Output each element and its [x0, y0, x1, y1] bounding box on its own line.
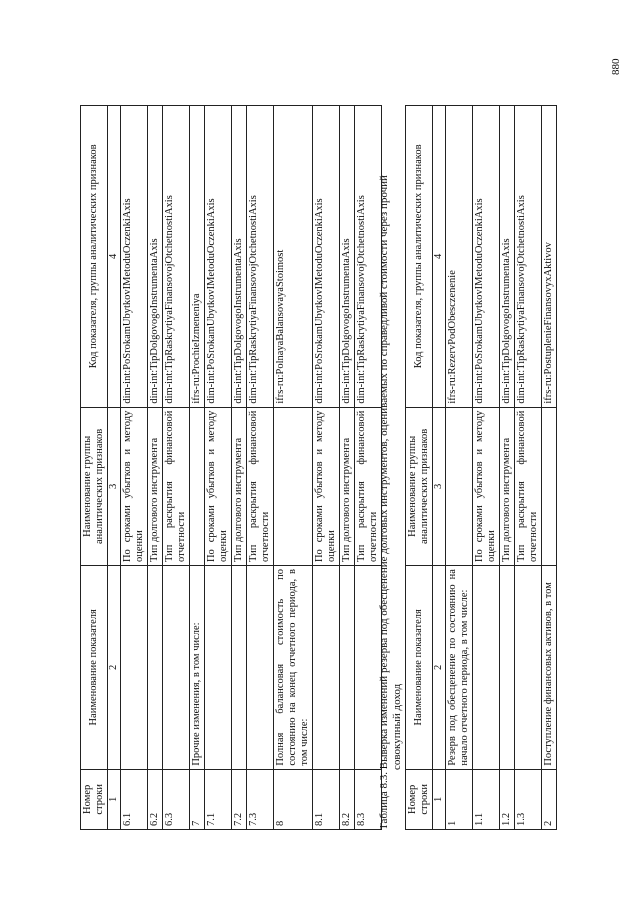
col-index: 4	[108, 106, 121, 408]
col-index: 1	[433, 769, 446, 829]
row-number: 6.3	[163, 769, 190, 829]
row-number: 8.1	[313, 769, 340, 829]
header-indicator-name: Наименование показателя	[81, 566, 108, 770]
indicator-code: ifrs-ru:PolnayaBalansovayaStoimost	[274, 106, 313, 408]
indicator-code: dim-int:TipDolgovogoInstrumentaAxis	[148, 106, 163, 408]
table-row	[515, 106, 542, 830]
group-name: Тип долгового инструмента	[500, 407, 515, 565]
row-number: 7.3	[247, 769, 274, 829]
table-row	[542, 106, 557, 830]
header-group-name: Наименование группы аналитических признаков	[406, 407, 433, 565]
table-indicators-1	[80, 105, 382, 830]
group-name: По сроками убытков и методу оценки	[121, 407, 148, 565]
col-index: 2	[108, 566, 121, 770]
group-name: По сроками убытков и методу оценки	[205, 407, 232, 565]
indicator-code: dim-int:PoSrokamUbytkovIMetoduOczenkiAxis	[313, 106, 340, 408]
indicator-code: dim-int:PoSrokamUbytkovIMetoduOczenkiAxis	[121, 106, 148, 408]
row-number: 2	[542, 769, 557, 829]
table-row	[121, 106, 148, 830]
indicator-name	[500, 566, 515, 770]
table-row	[232, 106, 247, 830]
indicator-name	[232, 566, 247, 770]
table-row	[340, 106, 355, 830]
indicator-code: dim-int:TipRaskrytiyaFinansovojOtchetnostiAxis	[515, 106, 542, 408]
caption-line-2: совокупный доход	[391, 683, 403, 770]
indicator-code: dim-int:PoSrokamUbytkovIMetoduOczenkiAxis	[473, 106, 500, 408]
col-index: 4	[433, 106, 446, 408]
col-index: 3	[108, 407, 121, 565]
table-row	[500, 106, 515, 830]
table-indicators-2	[405, 105, 557, 830]
indicator-name	[473, 566, 500, 770]
col-index: 3	[433, 407, 446, 565]
indicator-code: dim-int:TipDolgovogoInstrumentaAxis	[340, 106, 355, 408]
table-caption	[378, 105, 404, 830]
indicator-code: dim-int:TipDolgovogoInstrumentaAxis	[500, 106, 515, 408]
header-indicator-name: Наименование показателя	[406, 566, 433, 770]
indicator-name: Поступление финансовых активов, в том	[542, 566, 557, 770]
header-code: Код показателя, группы аналитических признаков	[406, 106, 433, 408]
indicator-name: Резерв под обесценение по состоянию на начало отчетного периода, в том числе:	[446, 566, 473, 770]
indicator-code: dim-int:PoSrokamUbytkovIMetoduOczenkiAxis	[205, 106, 232, 408]
group-name: Тип раскрытия финансовой отчетности	[355, 407, 382, 565]
group-name: По сроками убытков и методу оценки	[473, 407, 500, 565]
row-number: 8.3	[355, 769, 382, 829]
row-number: 1	[446, 769, 473, 829]
group-name: Тип раскрытия финансовой отчетности	[163, 407, 190, 565]
indicator-name	[313, 566, 340, 770]
indicator-name	[515, 566, 542, 770]
row-number: 1.1	[473, 769, 500, 829]
indicator-code: ifrs-ru:RezervPodObesczenenie	[446, 106, 473, 408]
col-index: 1	[108, 769, 121, 829]
row-number: 7.1	[205, 769, 232, 829]
indicator-code: dim-int:TipDolgovogoInstrumentaAxis	[232, 106, 247, 408]
table-row	[446, 106, 473, 830]
group-name	[542, 407, 557, 565]
table-row	[247, 106, 274, 830]
table-row	[190, 106, 205, 830]
table-row	[313, 106, 340, 830]
table-header-row	[406, 106, 433, 830]
indicator-name	[247, 566, 274, 770]
table-row	[148, 106, 163, 830]
group-name: Тип долгового инструмента	[148, 407, 163, 565]
row-number: 7.2	[232, 769, 247, 829]
column-index-row	[433, 106, 446, 830]
indicator-name: Прочие изменения, в том числе:	[190, 566, 205, 770]
indicator-name	[340, 566, 355, 770]
caption-line-1: Таблица 8.3. Выверка изменений резерва под обесценение долговых инструментов, оцениваемых по справедливой стоимости через прочий	[378, 175, 390, 830]
indicator-code: dim-int:TipRaskrytiyaFinansovojOtchetnostiAxis	[163, 106, 190, 408]
page-number: 880	[610, 58, 622, 75]
table-header-row	[81, 106, 108, 830]
indicator-name	[148, 566, 163, 770]
group-name: Тип раскрытия финансовой отчетности	[247, 407, 274, 565]
indicator-code: ifrs-ru:ProchieIzmeneniya	[190, 106, 205, 408]
indicator-name: Полная балансовая стоимость по состоянию на конец отчетного периода, в том числе:	[274, 566, 313, 770]
header-row-number: Номер строки	[406, 769, 433, 829]
table-row	[473, 106, 500, 830]
indicator-name	[205, 566, 232, 770]
group-name: Тип раскрытия финансовой отчетности	[515, 407, 542, 565]
indicator-code: dim-int:TipRaskrytiyaFinansovojOtchetnostiAxis	[355, 106, 382, 408]
group-name: Тип долгового инструмента	[340, 407, 355, 565]
row-number: 7	[190, 769, 205, 829]
row-number: 1.2	[500, 769, 515, 829]
indicator-code: dim-int:TipRaskrytiyaFinansovojOtchetnostiAxis	[247, 106, 274, 408]
header-code: Код показателя, группы аналитических признаков	[81, 106, 108, 408]
group-name: По сроками убытков и методу оценки	[313, 407, 340, 565]
indicator-name	[121, 566, 148, 770]
column-index-row	[108, 106, 121, 830]
row-number: 8	[274, 769, 313, 829]
group-name	[446, 407, 473, 565]
group-name: Тип долгового инструмента	[232, 407, 247, 565]
group-name	[274, 407, 313, 565]
indicator-name	[163, 566, 190, 770]
table-row	[163, 106, 190, 830]
row-number: 6.2	[148, 769, 163, 829]
col-index: 2	[433, 566, 446, 770]
indicator-code: ifrs-ru:PostuplenieFinansovyxAktivov	[542, 106, 557, 408]
row-number: 1.3	[515, 769, 542, 829]
header-group-name: Наименование группы аналитических признаков	[81, 407, 108, 565]
row-number: 6.1	[121, 769, 148, 829]
table-row	[205, 106, 232, 830]
table-row	[274, 106, 313, 830]
group-name	[190, 407, 205, 565]
row-number: 8.2	[340, 769, 355, 829]
header-row-number: Номер строки	[81, 769, 108, 829]
